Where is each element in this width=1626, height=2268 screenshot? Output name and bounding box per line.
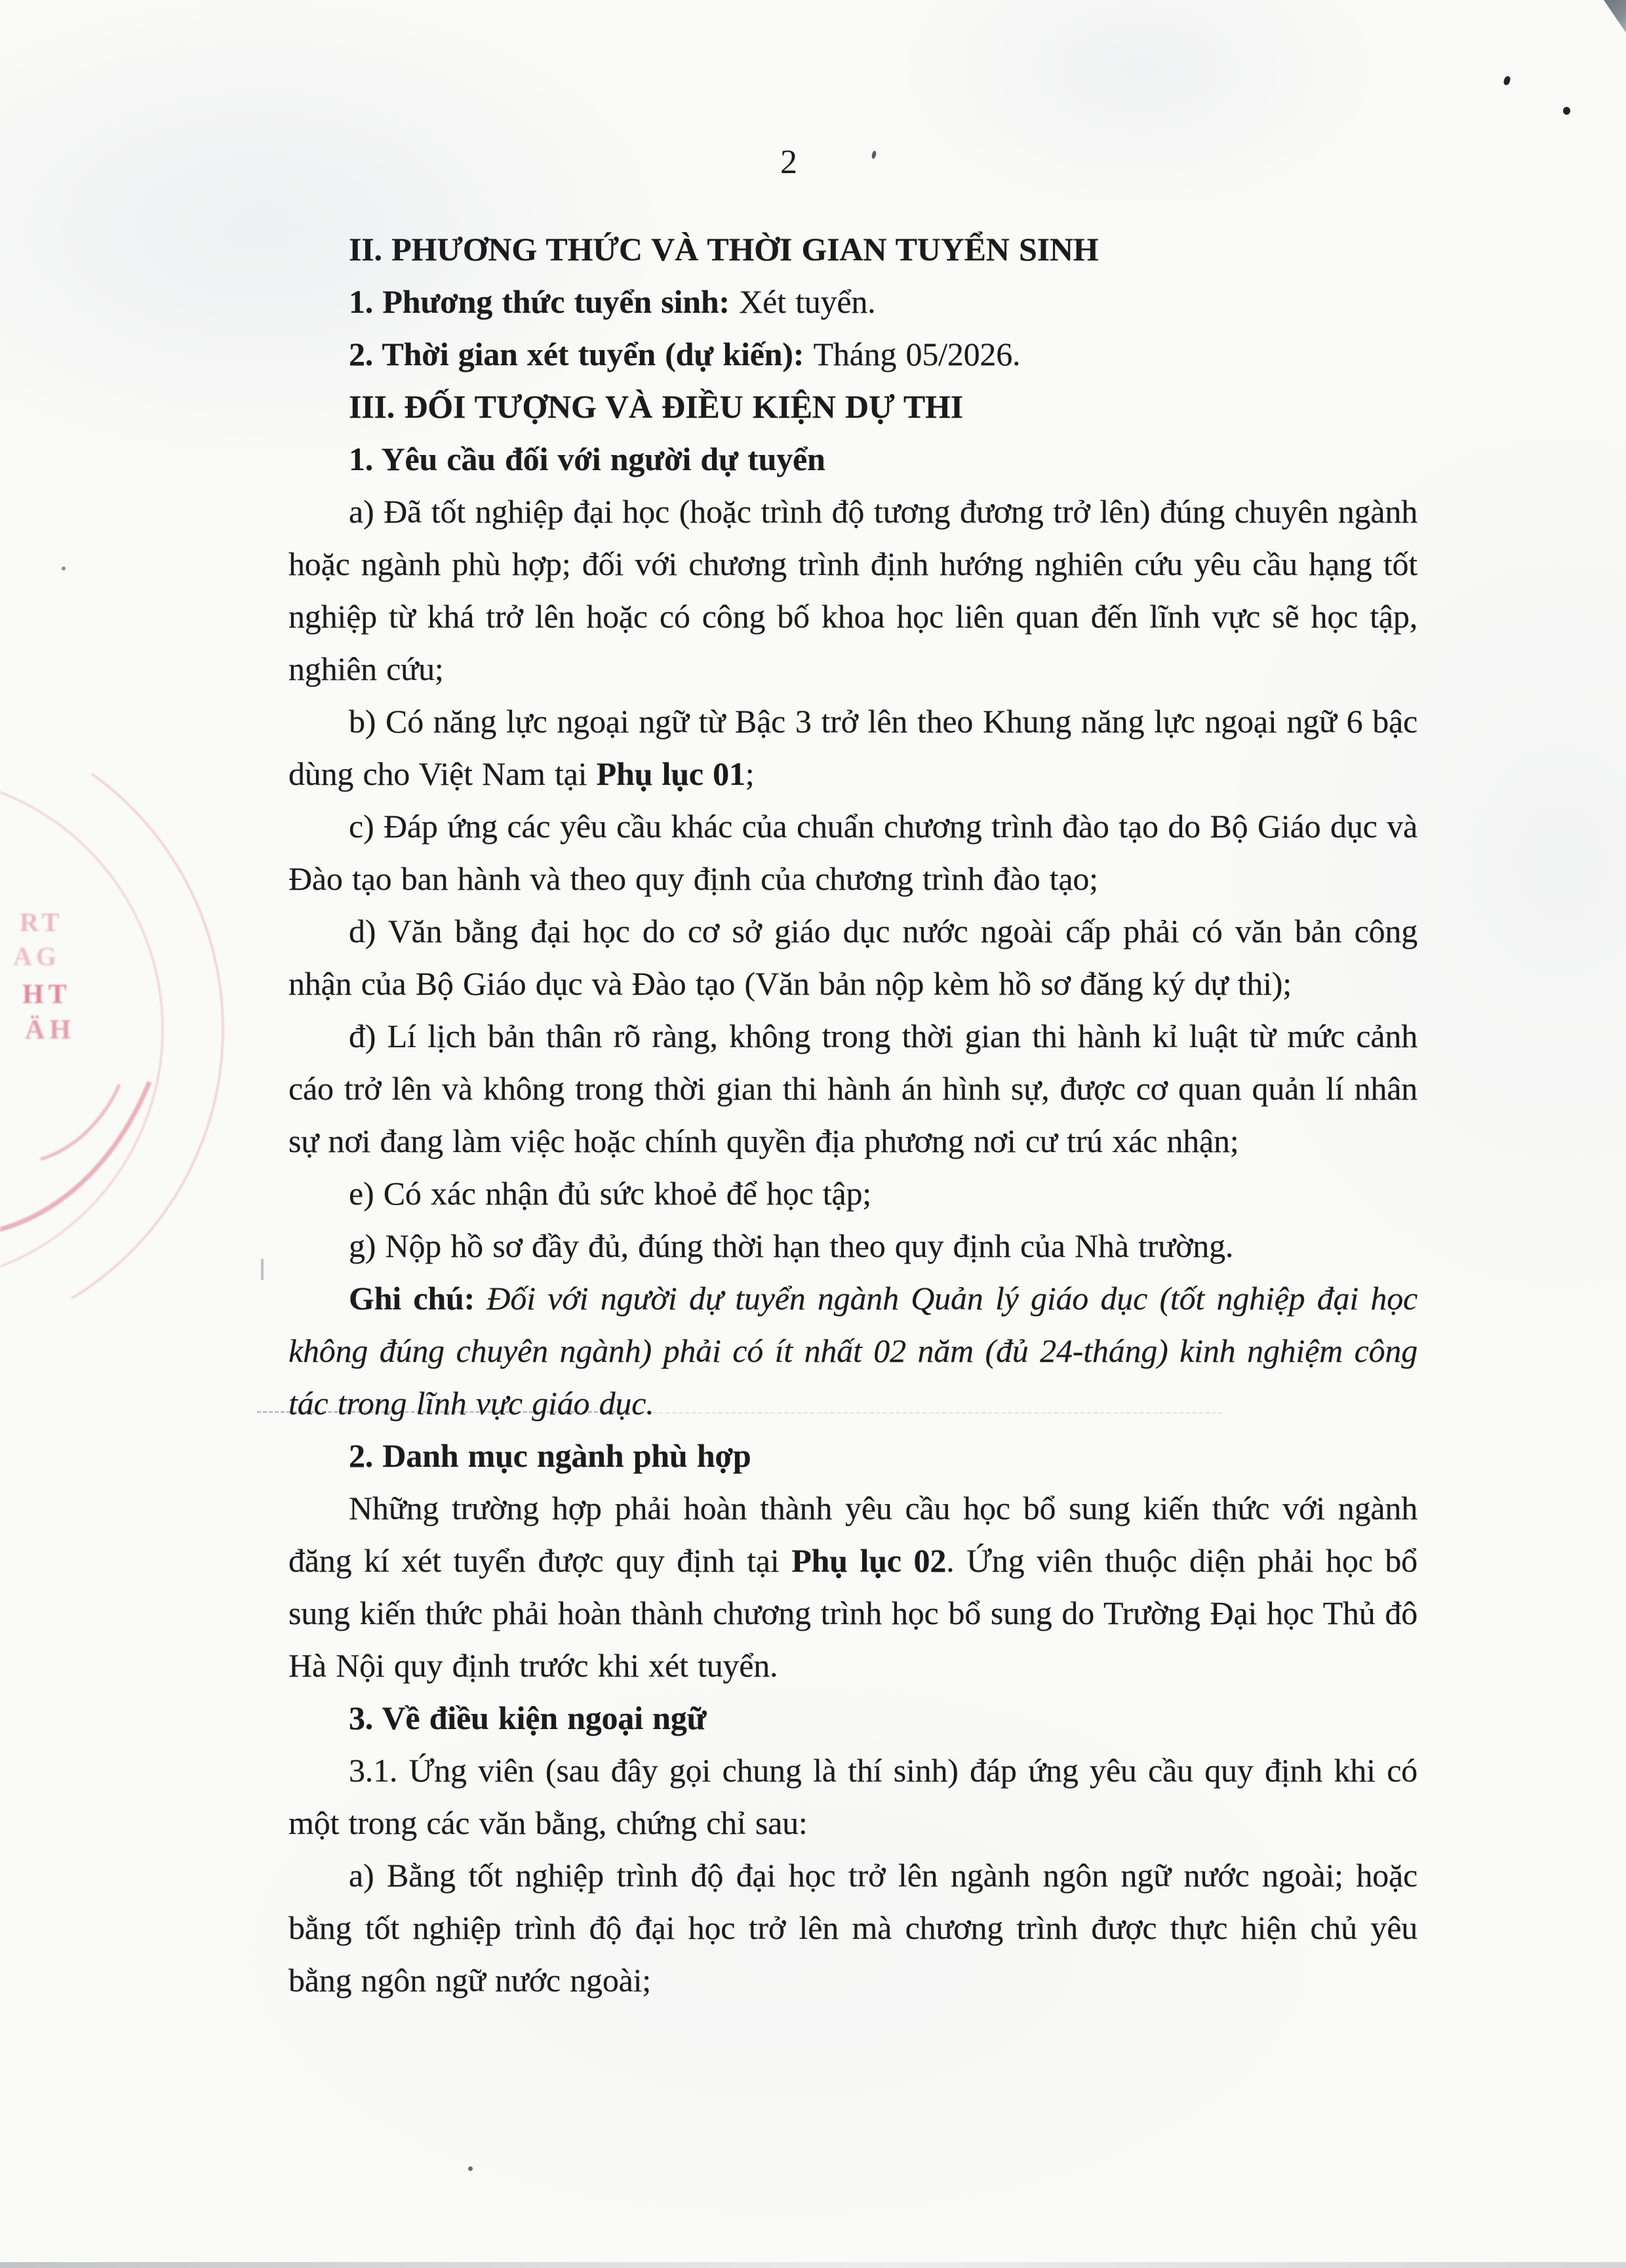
text-segment: 3. Về điều kiện ngoại ngữ [349, 1700, 707, 1736]
text-segment: đ) Lí lịch bản thân rõ ràng, không trong thời gian thi hành kỉ luật từ mức cảnh cáo trở lên và không trong thời gian thi hành án hình sự, được cơ quan quản lí nhân sự nơi đang làm việc hoặc chính quyền địa phương nơi cư trú xác nhận; [288, 1018, 1418, 1159]
para-dd [288, 1010, 1418, 1167]
para-g [288, 1220, 1418, 1272]
para-c [288, 800, 1418, 905]
scan-speck [261, 1259, 264, 1280]
text-segment: Đối với người dự tuyển ngành Quản lý giáo dục (tốt nghiệp đại học không đúng chuyên ngành) phải có ít nhất 02 năm (đủ 24-tháng) kinh nghiệm công tác trong lĩnh vực giáo dục. [288, 1280, 1418, 1422]
text-segment: Tháng 05/2026. [813, 336, 1021, 372]
para-suitable-majors [288, 1482, 1418, 1692]
text-segment: Ghi chú: [349, 1280, 487, 1317]
text-segment: Phụ lục 02 [791, 1542, 947, 1579]
document-body [288, 223, 1418, 2006]
text-segment: 1. Yêu cầu đối với người dự tuyển [349, 441, 825, 477]
scan-speck [62, 567, 66, 570]
para-b [288, 695, 1418, 800]
text-segment: ; [745, 755, 755, 792]
item-method [288, 275, 1418, 328]
text-segment: a) Bằng tốt nghiệp trình độ đại học trở lên ngành ngôn ngữ nước ngoài; hoặc bằng tốt nghiệp trình độ đại học trở lên mà chương trình được thực hiện chủ yêu bằng ngôn ngữ nước ngoài; [288, 1857, 1418, 1999]
text-segment: 3.1. Ứng viên (sau đây gọi chung là thí sinh) đáp ứng yêu cầu quy định khi có một trong các văn bằng, chứng chỉ sau: [288, 1752, 1418, 1841]
text-segment: a) Đã tốt nghiệp đại học (hoặc trình độ tương đương trở lên) đúng chuyên ngành hoặc ngành phù hợp; đối với chương trình định hướng nghiên cứu yêu cầu hạng tốt nghiệp từ khá trở lên hoặc có công bố khoa học liên quan đến lĩnh vực sẽ học tập, nghiên cứu; [288, 493, 1418, 687]
text-segment: Phụ lục 01 [596, 755, 745, 792]
text-segment: III. ĐỐI TƯỢNG VÀ ĐIỀU KIỆN DỰ THI [349, 388, 964, 425]
para-e [288, 1167, 1418, 1220]
text-segment: II. PHƯƠNG THỨC VÀ THỜI GIAN TUYỂN SINH [349, 231, 1099, 268]
text-segment: . Ứng viên thuộc diện phải học bổ sung kiến thức phải hoàn thành chương trình học bổ sung do Trường Đại học Thủ đô Hà Nội quy định trước khi xét tuyển. [288, 1542, 1418, 1684]
para-d [288, 905, 1418, 1010]
text-segment: Xét tuyển. [739, 283, 876, 320]
page-number: 2 [780, 144, 797, 181]
para-3-1 [288, 1744, 1418, 1849]
scan-edge-artifact [0, 2262, 1626, 2268]
para-3-1-a [288, 1849, 1418, 2006]
text-segment: Những trường hợp phải hoàn thành yêu cầu học bổ sung kiến thức với ngành đăng kí xét tuyển được quy định tại [288, 1490, 1418, 1579]
heading-language [288, 1692, 1418, 1744]
item-time [288, 328, 1418, 380]
para-note [288, 1272, 1418, 1429]
scan-speck [1503, 75, 1511, 86]
stamp-text-fragment: RT [20, 907, 64, 937]
text-segment: 2. Danh mục ngành phù hợp [349, 1437, 751, 1474]
scan-speck [1563, 107, 1570, 115]
heading-suitable-majors [288, 1429, 1418, 1482]
stamp-text-fragment: HT [22, 980, 71, 1010]
stamp-text-fragment: ÄH [25, 1015, 75, 1045]
text-segment: c) Đáp ứng các yêu cầu khác của chuẩn chương trình đào tạo do Bộ Giáo dục và Đào tạo ban hành và theo quy định của chương trình đào tạo; [288, 808, 1418, 897]
scan-speck [468, 2166, 473, 2171]
text-segment: e) Có xác nhận đủ sức khoẻ để học tập; [349, 1175, 871, 1212]
scan-corner-artifact [1604, 0, 1626, 33]
text-segment: 1. Phương thức tuyển sinh: [349, 283, 740, 320]
heading-section-ii [288, 223, 1418, 275]
page-content [288, 136, 1418, 2006]
para-a [288, 485, 1418, 695]
text-segment: b) Có năng lực ngoại ngữ từ Bậc 3 trở lên theo Khung năng lực ngoại ngữ 6 bậc dùng cho Việt Nam tại [288, 703, 1418, 792]
text-segment: d) Văn bằng đại học do cơ sở giáo dục nước ngoài cấp phải có văn bản công nhận của Bộ Giáo dục và Đào tạo (Văn bản nộp kèm hồ sơ đăng ký dự thi); [288, 913, 1418, 1002]
heading-section-iii [288, 380, 1418, 433]
text-segment: 2. Thời gian xét tuyển (dự kiến): [349, 336, 814, 372]
heading-requirements [288, 433, 1418, 485]
text-segment: g) Nộp hồ sơ đầy đủ, đúng thời hạn theo quy định của Nhà trường. [349, 1227, 1234, 1264]
stamp-text-fragment: AG [13, 942, 60, 971]
